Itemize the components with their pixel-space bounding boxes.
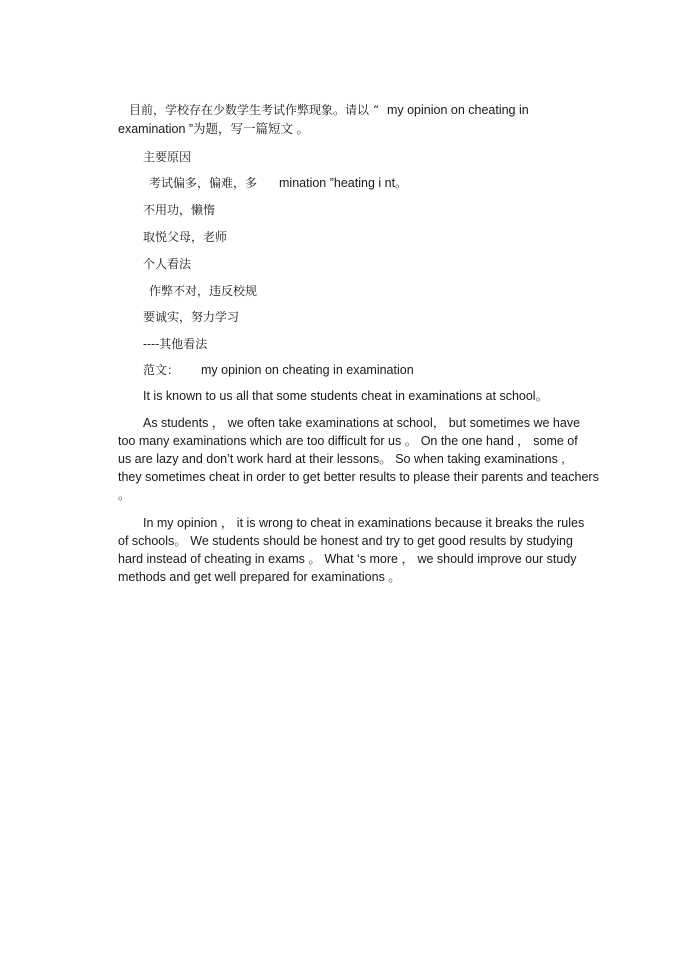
outline-reason-2: 不用功，懒惰 <box>143 203 216 217</box>
outline-heading-reasons: 主要原因 <box>143 150 192 164</box>
outline-view-1: 作弊不对，违反校规 <box>149 284 258 298</box>
sample-p2-line-2: too many examinations which are too difficult for us 。 On the one hand ， some of <box>118 434 578 448</box>
outline-reason-1-en: mination ”heating i nt。 <box>279 176 408 190</box>
sample-p3-line-4: methods and get well prepared for examinations 。 <box>118 570 401 584</box>
prompt-line-1-cn: 目前，学校存在少数学生考试作弊现象。请以 “ <box>129 103 379 117</box>
prompt-line-1 <box>129 101 529 119</box>
outline-reason-3: 取悦父母，老师 <box>143 230 228 244</box>
sample-p3-line-2: of schools。 We students should be honest and try to get good results by studying <box>118 534 573 548</box>
prompt-line-1-en: my opinion on cheating in <box>386 103 529 117</box>
outline-view-2: 要诚实，努力学习 <box>143 310 240 324</box>
sample-paragraph-1: It is known to us all that some students cheat in examinations at school。 <box>143 389 549 403</box>
sample-p2-line-4: they sometimes cheat in order to get better results to please their parents and teachers <box>118 470 599 484</box>
sample-p3-line-1: In my opinion ， it is wrong to cheat in examinations because it breaks the rules <box>143 516 585 530</box>
sample-p2-line-1: As students ， we often take examinations at school， but sometimes we have <box>143 416 581 430</box>
sample-p2-line-5: 。 <box>118 488 131 502</box>
sample-p3-line-3: hard instead of cheating in exams 。 What ‘s more ， we should improve our study <box>118 552 577 566</box>
outline-reason-1-cn: 考试偏多，偏难，多 <box>149 176 258 190</box>
outline-heading-opinion: 个人看法 <box>143 257 192 271</box>
outline-view-3: ----其他看法 <box>143 337 208 351</box>
sample-title-line <box>143 361 414 379</box>
outline-reason-1 <box>149 174 408 192</box>
sample-p2-line-3: us are lazy and don’t work hard at their lessons。 So when taking examinations , <box>118 452 565 466</box>
sample-title: my opinion on cheating in examination <box>201 363 414 377</box>
prompt-line-2: examination ”为题，写一篇短文 。 <box>118 122 310 136</box>
sample-label: 范文： <box>143 363 180 377</box>
